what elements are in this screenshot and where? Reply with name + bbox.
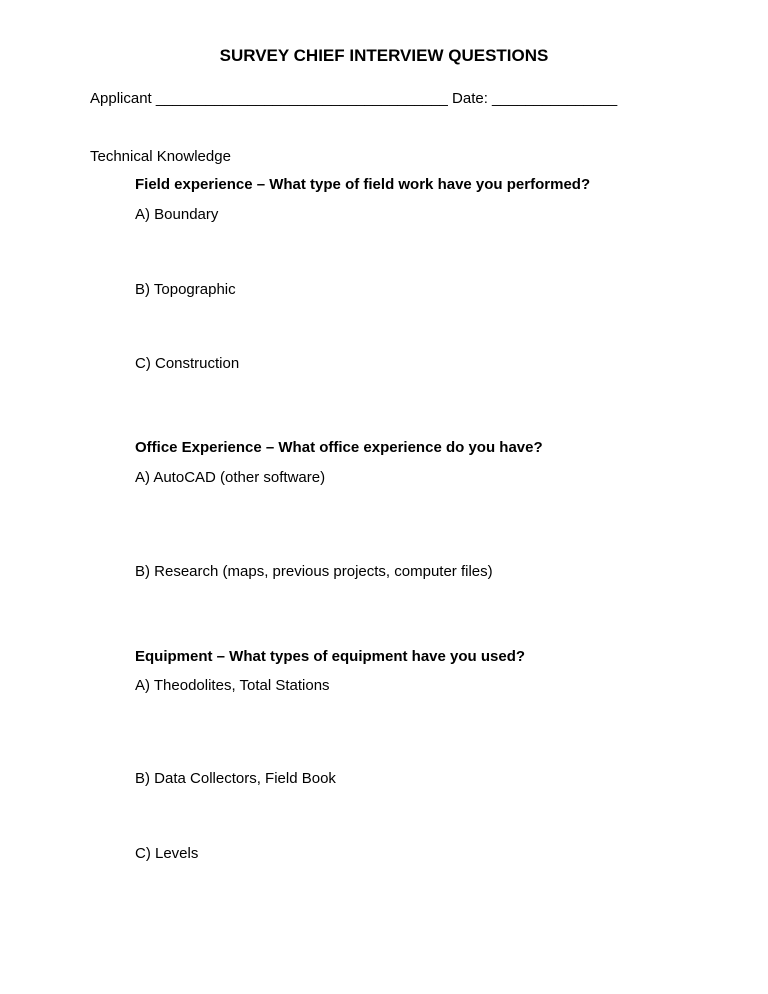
answer-item: A) AutoCAD (other software) (135, 469, 326, 486)
question-heading: Office Experience – What office experience do you have? (135, 439, 543, 456)
answer-item: A) Boundary (135, 206, 219, 223)
answer-item: B) Topographic (135, 281, 236, 298)
answer-item: C) Levels (135, 845, 199, 862)
question-heading: Field experience – What type of field work have you performed? (135, 176, 591, 193)
section-heading: Technical Knowledge (90, 148, 231, 165)
question-heading: Equipment – What types of equipment have you used? (135, 648, 526, 665)
answer-item: C) Construction (135, 355, 240, 372)
answer-item: B) Data Collectors, Field Book (135, 770, 336, 787)
answer-item: B) Research (maps, previous projects, computer files) (135, 563, 493, 580)
answer-item: A) Theodolites, Total Stations (135, 677, 330, 694)
page-title: SURVEY CHIEF INTERVIEW QUESTIONS (219, 46, 549, 65)
applicant-date-line: Applicant ___________________________________ Date: _______________ (90, 90, 618, 107)
